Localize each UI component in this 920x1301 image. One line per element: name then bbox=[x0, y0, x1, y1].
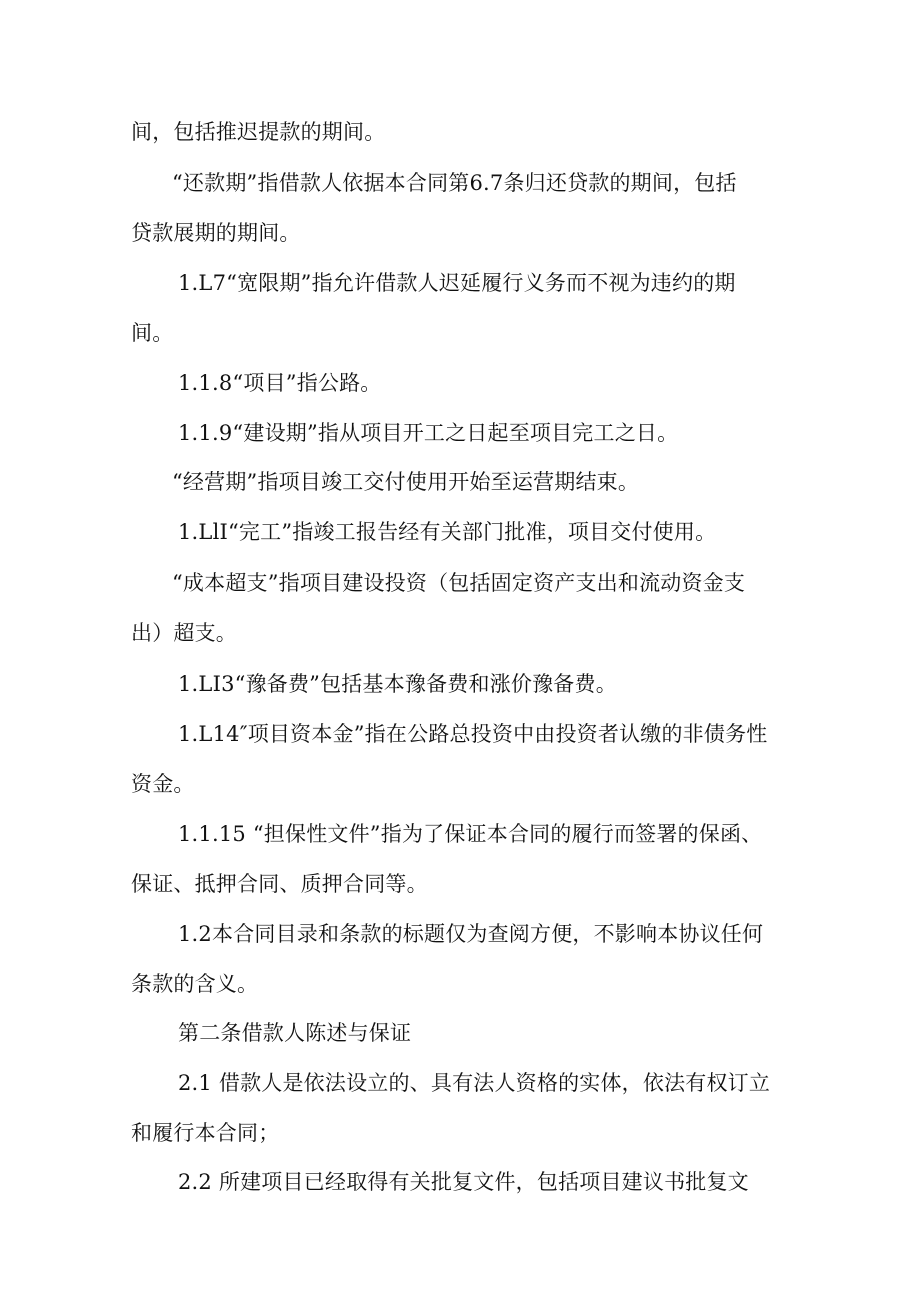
clause-1-2: 1.2本合同目录和条款的标题仅为查阅方便，不影响本协议任何 bbox=[178, 922, 764, 946]
text-line: 资金。 bbox=[131, 772, 195, 796]
clause-1-1-14: 1.L14″项目资本金”指在公路总投资中由投资者认缴的非债务性 bbox=[178, 722, 768, 746]
clause-1-1-11: 1.LlI“完工”指竣工报告经有关部门批准，项目交付使用。 bbox=[178, 520, 717, 544]
text-line: 贷款展期的期间。 bbox=[131, 221, 301, 245]
text-line: 间。 bbox=[131, 321, 174, 345]
clause-operating-period: “经营期”指项目竣工交付使用开始至运营期结束。 bbox=[172, 470, 640, 494]
clause-1-1-8: 1.1.8“项目”指公路。 bbox=[178, 371, 382, 395]
clause-2-2: 2.2 所建项目已经取得有关批复文件，包括项目建议书批复文 bbox=[178, 1170, 749, 1194]
text-line: 出）超支。 bbox=[131, 621, 237, 645]
text-line: 保证、抵押合同、质押合同等。 bbox=[131, 872, 428, 896]
text-line: 间，包括推迟提款的期间。 bbox=[131, 120, 386, 144]
clause-1-1-15: 1.1.15 “担保性文件”指为了保证本合同的履行而签署的保函、 bbox=[178, 822, 763, 846]
text-line: 和履行本合同； bbox=[131, 1121, 280, 1145]
clause-1-1-9: 1.1.9“建设期”指从项目开工之日起至项目完工之日。 bbox=[178, 421, 679, 445]
section-heading-article-2: 第二条借款人陈述与保证 bbox=[178, 1021, 412, 1045]
clause-1-1-7: 1.L7“宽限期”指允许借款人迟延履行义务而不视为违约的期 bbox=[178, 271, 736, 295]
clause-cost-overrun: “成本超支”指项目建设投资（包括固定资产支出和流动资金支 bbox=[172, 571, 746, 595]
text-line: 条款的含义。 bbox=[131, 972, 259, 996]
clause-2-1: 2.1 借款人是依法设立的、具有法人资格的实体，依法有权订立 bbox=[178, 1071, 771, 1095]
clause-1-1-13: 1.LI3“豫备费”包括基本豫备费和涨价豫备费。 bbox=[178, 672, 617, 696]
text-line: “还款期”指借款人依据本合同第6.7条归还贷款的期间，包括 bbox=[172, 171, 737, 195]
